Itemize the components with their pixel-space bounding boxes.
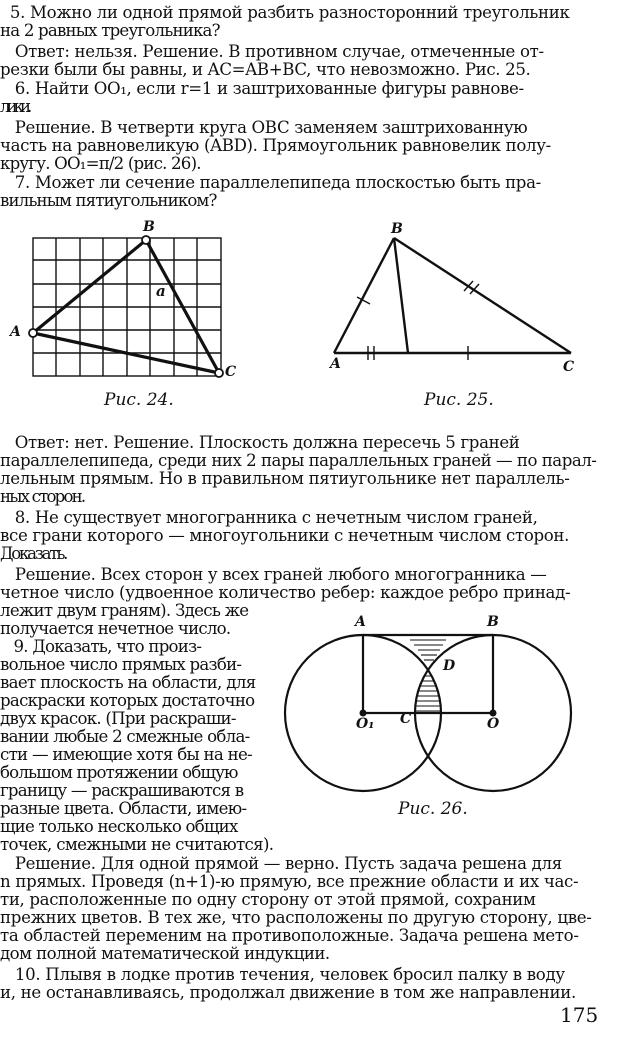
figure-26-caption: Рис. 26. [398,799,468,819]
text-line: вильным пятиугольником? [0,191,217,210]
text-line: границу — раскрашиваются в [0,781,244,800]
text-line: Ответ: нет. Решение. Плоскость должна пересечь 5 граней [0,433,520,452]
text-line: разные цвета. Области, имею- [0,799,247,818]
text-line: дом полной математической индукции. [0,944,330,963]
text-line: двух красок. (При раскраши- [0,709,236,728]
text-line: 10. Плывя в лодке против течения, человек бросил палку в воду [0,965,565,984]
text-line: 8. Не существует многогранника с нечетным числом граней, [0,508,538,527]
text-line: четное число (удвоенное количество ребер: каждое ребро принад- [0,583,571,602]
text-line: вольное число прямых разби- [0,655,242,674]
label-side-a: a [156,282,166,300]
label-d: D [443,658,456,674]
text-line: 9. Доказать, что произ- [0,637,202,656]
text-line: большом протяжении общую [0,763,238,782]
text-line: лики. [0,97,29,116]
label-c: C [225,364,237,380]
label-a: A [330,356,341,372]
text-line: параллелепипеда, среди них 2 пары параллельных граней — по парал- [0,451,597,470]
label-c: C [400,711,412,727]
text-line: Решение. Всех сторон у всех граней любого многогранника — [0,565,547,584]
text-line: на 2 равных треугольника? [0,21,220,40]
page-number: 175 [560,1003,599,1027]
text-line: n прямых. Проведя (n+1)-ю прямую, все прежние области и их час- [0,872,579,891]
text-line: Решение. Для одной прямой — верно. Пусть задача решена для [0,854,562,873]
text-line: сти — имеющие хотя бы на не- [0,745,252,764]
text-line: ных сторон. [0,487,85,506]
text-line: вании любые 2 смежные обла- [0,727,250,746]
text-line: 6. Найти OO₁, если r=1 и заштрихованные фигуры равнове- [0,79,524,98]
text-line: 7. Может ли сечение параллелепипеда плоскостью быть пра- [0,173,541,192]
text-line: Ответ: нельзя. Решение. В противном случае, отмеченные от- [0,42,544,61]
figure-24-caption: Рис. 24. [104,390,174,410]
text-line: Доказать. [0,544,67,563]
text-line: Решение. В четверти круга OBC заменяем заштрихованную [0,118,528,137]
label-b: B [143,219,155,235]
label-o1: O₁ [356,716,375,732]
text-line: вает плоскость на области, для [0,673,256,692]
text-line: и, не останавливаясь, продолжал движение в том же направлении. [0,983,576,1002]
text-line: часть на равновеликую (ABD). Прямоугольник равновелик полу- [0,136,551,155]
text-line: 5. Можно ли одной прямой разбить разносторонний треугольник [0,3,570,22]
figure-25-caption: Рис. 25. [424,390,494,410]
text-line: ти, расположенные по одну сторону от этой прямой, сохраним [0,890,536,909]
label-b: B [391,221,403,237]
text-line: все грани которого — многоугольники с нечетным числом сторон. [0,526,570,545]
text-line: резки были бы равны, и AC=AB+BC, что невозможно. Рис. 25. [0,60,531,79]
label-b: B [487,614,499,630]
text-line: та областей переменим на противоположные. Задача решена мето- [0,926,579,945]
text-line: кругу. OO₁=π/2 (рис. 26). [0,154,201,173]
label-c: C [563,359,575,375]
text-line: точек, смежными не считаются). [0,835,274,854]
text-line: лельным прямым. Но в правильном пятиугольнике нет параллель- [0,469,570,488]
text-line: лежит двум граням). Здесь же [0,601,249,620]
label-a: A [10,324,21,340]
text-line: раскраски которых достаточно [0,691,255,710]
label-o: O [487,716,500,732]
label-a: A [355,614,366,630]
text-line: получается нечетное число. [0,619,231,638]
text-line: прежних цветов. В тех же, что расположены по другую сторону, цве- [0,908,592,927]
text-line: щие только несколько общих [0,817,238,836]
